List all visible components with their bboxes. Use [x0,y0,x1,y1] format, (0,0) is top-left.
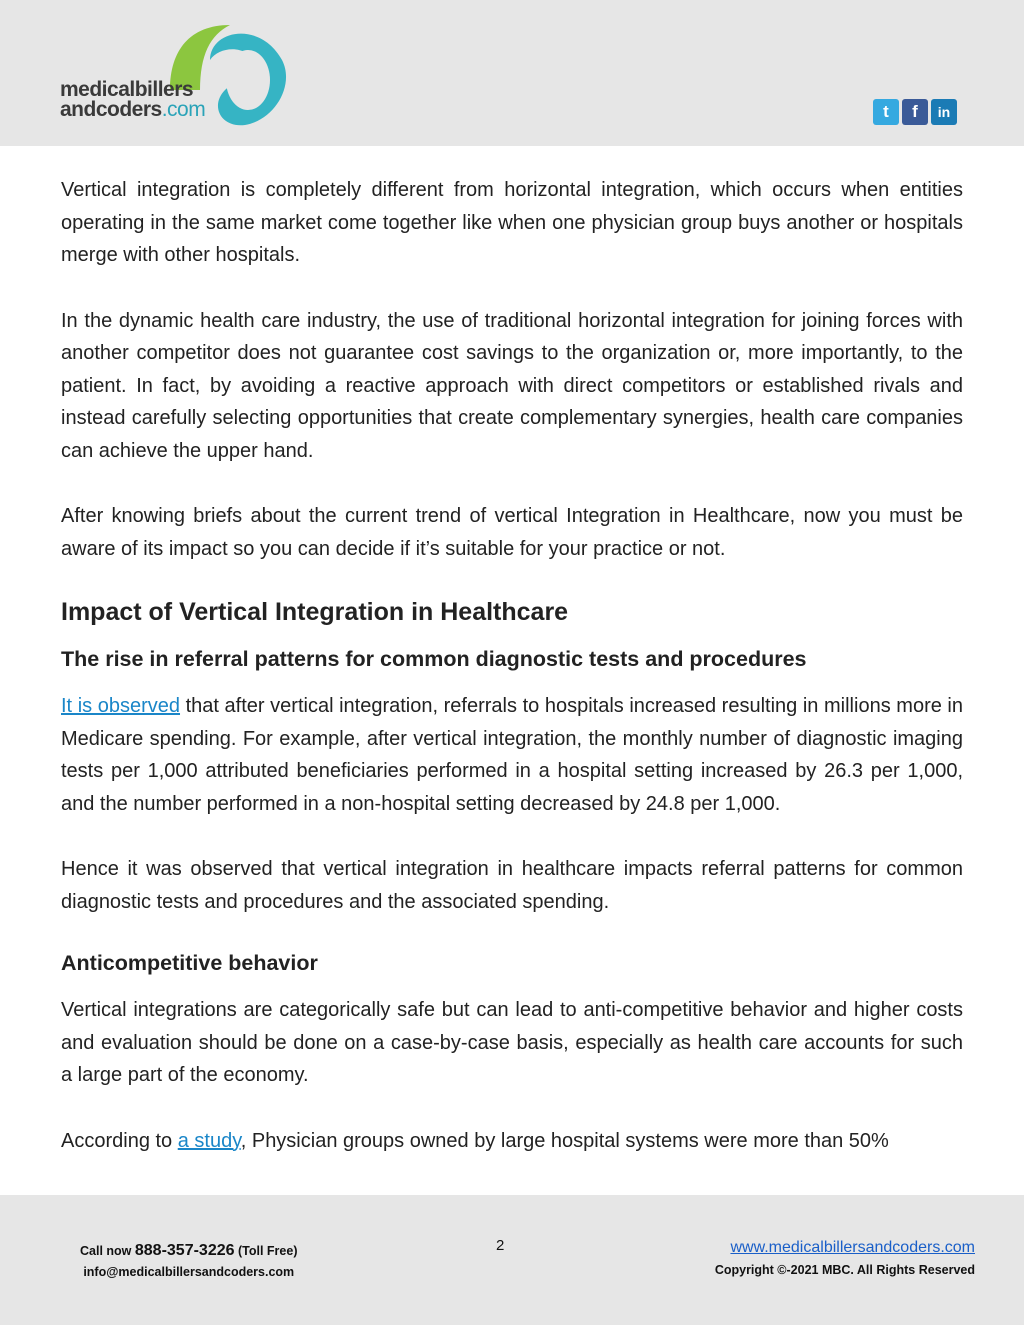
paragraph-4 [61,690,963,820]
page-header [0,0,1024,146]
article-body [61,174,963,1157]
paragraph-5: Hence it was observed that vertical integration in healthcare impacts referral patterns for common diagnostic tests and procedures and the associated spending. [61,858,963,913]
call-label: Call now [80,1244,135,1258]
logo-com: .com [161,98,206,121]
a-study-link[interactable]: a study [177,1129,241,1152]
page-footer [0,1195,1024,1325]
phone-number[interactable]: 888-357-3226 [134,1242,235,1259]
copyright: Copyright ©-2021 MBC. All Rights Reserved [714,1263,975,1277]
toll-free-label: (Toll Free) [234,1244,298,1258]
page-number: 2 [496,1237,505,1254]
logo-line-2 [60,100,205,120]
logo-line-1: medicalbillers [60,78,194,101]
heading-anticompetitive: Anticompetitive behavior [61,951,318,975]
paragraph-4-text: that after vertical integration, referrals to hospitals increased resulting in millions more in Medicare spending. For example, after vertical integration, the monthly number of diagnostic imaging tests per 1,000 attributed beneficiaries performed in a hospital setting increased by 26.3 per 1,000, and the number performed in a non-hospital setting decreased by 24.8 per 1,000. [61,695,963,815]
linkedin-icon[interactable]: in [931,99,957,125]
footer-call [80,1240,297,1262]
facebook-icon[interactable]: f [902,99,928,125]
website-link[interactable]: www.medicalbillersandcoders.com [730,1239,975,1256]
social-links [873,99,957,125]
heading-impact: Impact of Vertical Integration in Healthcare [61,598,569,626]
twitter-icon[interactable]: t [873,99,899,125]
paragraph-3: After knowing briefs about the current trend of vertical Integration in Healthcare, now you must be aware of its impact so you can decide if it’s suitable for your practice or not. [61,505,963,560]
paragraph-7 [61,1125,963,1158]
heading-referral-patterns: The rise in referral patterns for common diagnostic tests and procedures [61,647,807,671]
footer-email[interactable]: info@medicalbillersandcoders.com [83,1265,295,1279]
footer-site [715,1237,975,1281]
paragraph-1: Vertical integration is completely different from horizontal integration, which occurs when entities operating in the same market come together like when one physician group buys another or hospitals merge with other hospitals. [61,179,963,266]
paragraph-7-end: , Physician groups owned by large hospital systems were more than 50% [240,1129,889,1152]
paragraph-6: Vertical integrations are categorically safe but can lead to anti-competitive behavior and higher costs and evaluation should be done on a case-by-case basis, especially as health care accounts for such a large part of the economy. [61,999,963,1086]
footer-contact [80,1240,297,1283]
logo-wordmark [60,80,205,120]
it-is-observed-link[interactable]: It is observed [61,695,181,717]
logo-andcoders: andcoders [60,98,162,121]
paragraph-7-start: According to [61,1129,178,1152]
paragraph-2: In the dynamic health care industry, the use of traditional horizontal integration for joining forces with another competitor does not guarantee cost savings to the organization or, more importantly, to the patient. In fact, by avoiding a reactive approach with direct competitors or established rivals and instead carefully selecting opportunities that create complementary synergies, health care companies can achieve the upper hand. [61,309,963,462]
